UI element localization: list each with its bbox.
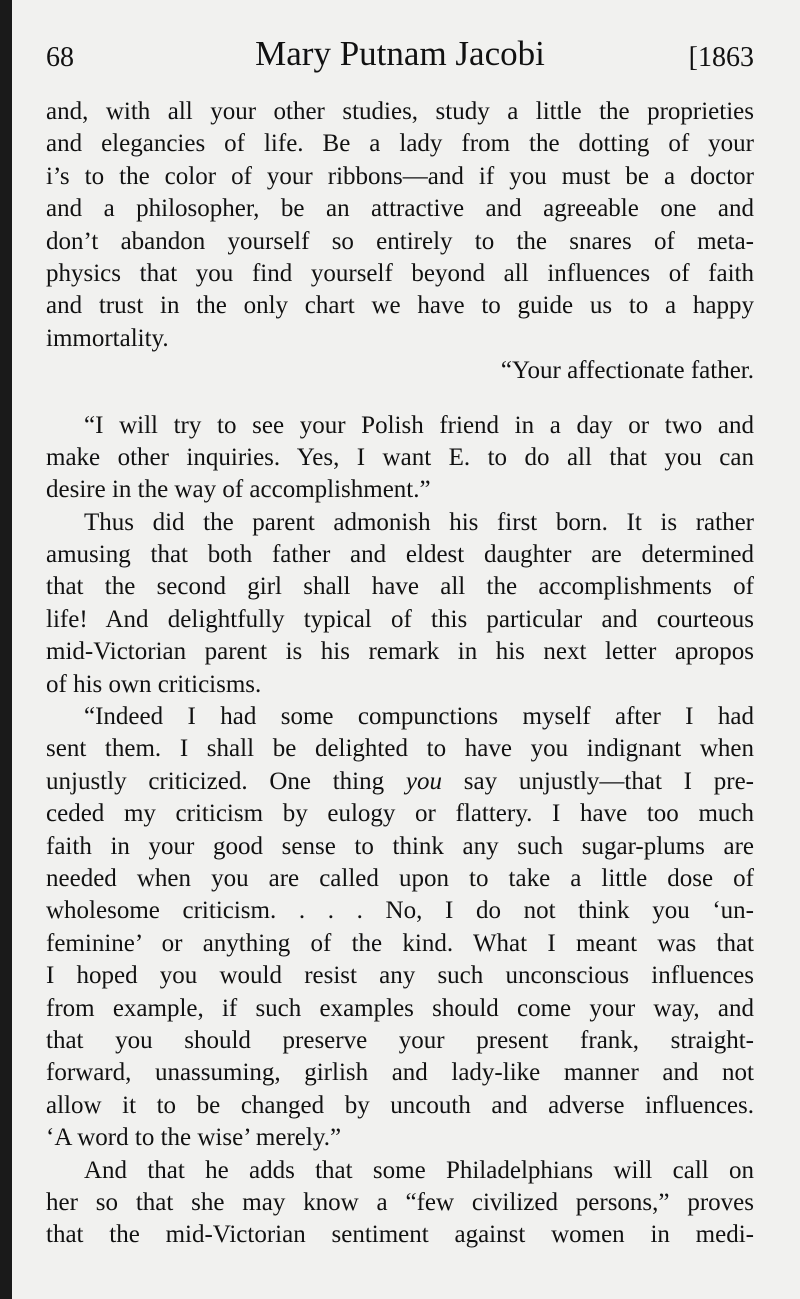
text-line: amusing that both father and eldest daughter are determined (46, 541, 754, 569)
text-segment: unjustly criticized. One thing (46, 767, 406, 795)
page-binding-edge (0, 0, 12, 1299)
page-header (46, 34, 754, 78)
text-line: and a philosopher, be an attractive and agreeable one and (46, 195, 754, 223)
text-line: and trust in the only chart we have to guide us to a happy (46, 292, 754, 320)
text-line: sent them. I shall be delighted to have you indignant when (46, 735, 754, 763)
text-line: feminine’ or anything of the kind. What I meant was that (46, 929, 754, 957)
text-line: wholesome criticism. . . . No, I do not think you ‘un- (46, 897, 754, 925)
text-line: from example, if such examples should come your way, and (46, 994, 754, 1022)
text-line: that the mid-Victorian sentiment against women in medi- (46, 1221, 754, 1249)
text-line: faith in your good sense to think any such sugar-plums are (46, 832, 754, 860)
running-title: Mary Putnam Jacobi (255, 34, 545, 73)
text-line: Thus did the parent admonish his first born. It is rather (84, 508, 754, 536)
text-line: make other inquiries. Yes, I want E. to do all that you can (46, 443, 754, 471)
text-line: don’t abandon yourself so entirely to the snares of meta- (46, 227, 754, 255)
page-number: 68 (46, 42, 74, 73)
text-line: that the second girl shall have all the accomplishments of (46, 573, 754, 601)
header-year: [1863 (688, 42, 754, 73)
text-line: i’s to the color of your ribbons—and if you must be a doctor (46, 162, 754, 190)
text-line: life! And delightfully typical of this particular and courteous (46, 605, 754, 633)
text-line: that you should preserve your present frank, straight- (46, 1026, 754, 1054)
text-line: forward, unassuming, girlish and lady-like manner and not (46, 1059, 754, 1087)
text-line: I hoped you would resist any such unconscious influences (46, 962, 754, 990)
line-spacer (46, 388, 754, 410)
text-line: ‘A word to the wise’ merely.” (46, 1124, 342, 1152)
text-line: “I will try to see your Polish friend in a day or two and (84, 411, 754, 439)
body-text (46, 96, 754, 1252)
text-line: immortality. (46, 324, 169, 352)
text-line: needed when you are called upon to take a little dose of (46, 864, 754, 892)
text-line: her so that she may know a “few civilized persons,” proves (46, 1188, 754, 1216)
text-segment: say unjustly—that I pre- (442, 767, 754, 795)
text-line: allow it to be changed by uncouth and adverse influences. (46, 1091, 754, 1119)
text-line: of his own criticisms. (46, 670, 262, 698)
text-line: desire in the way of accomplishment.” (46, 476, 431, 504)
text-line: physics that you find yourself beyond all influences of faith (46, 259, 754, 287)
text-line: ceded my criticism by eulogy or flattery. I have too much (46, 800, 754, 828)
emphasized-word: you (405, 767, 442, 795)
text-line (46, 766, 754, 798)
text-line: and, with all your other studies, study a little the proprieties (46, 98, 754, 125)
text-line: mid-Victorian parent is his remark in his next letter apropos (46, 638, 754, 666)
text-line: and elegancies of life. Be a lady from the dotting of your (46, 130, 754, 158)
text-line: And that he adds that some Philadelphians will call on (84, 1156, 754, 1184)
text-line: “Your affectionate father. (500, 357, 754, 385)
text-line: “Indeed I had some compunctions myself after I had (84, 703, 754, 731)
